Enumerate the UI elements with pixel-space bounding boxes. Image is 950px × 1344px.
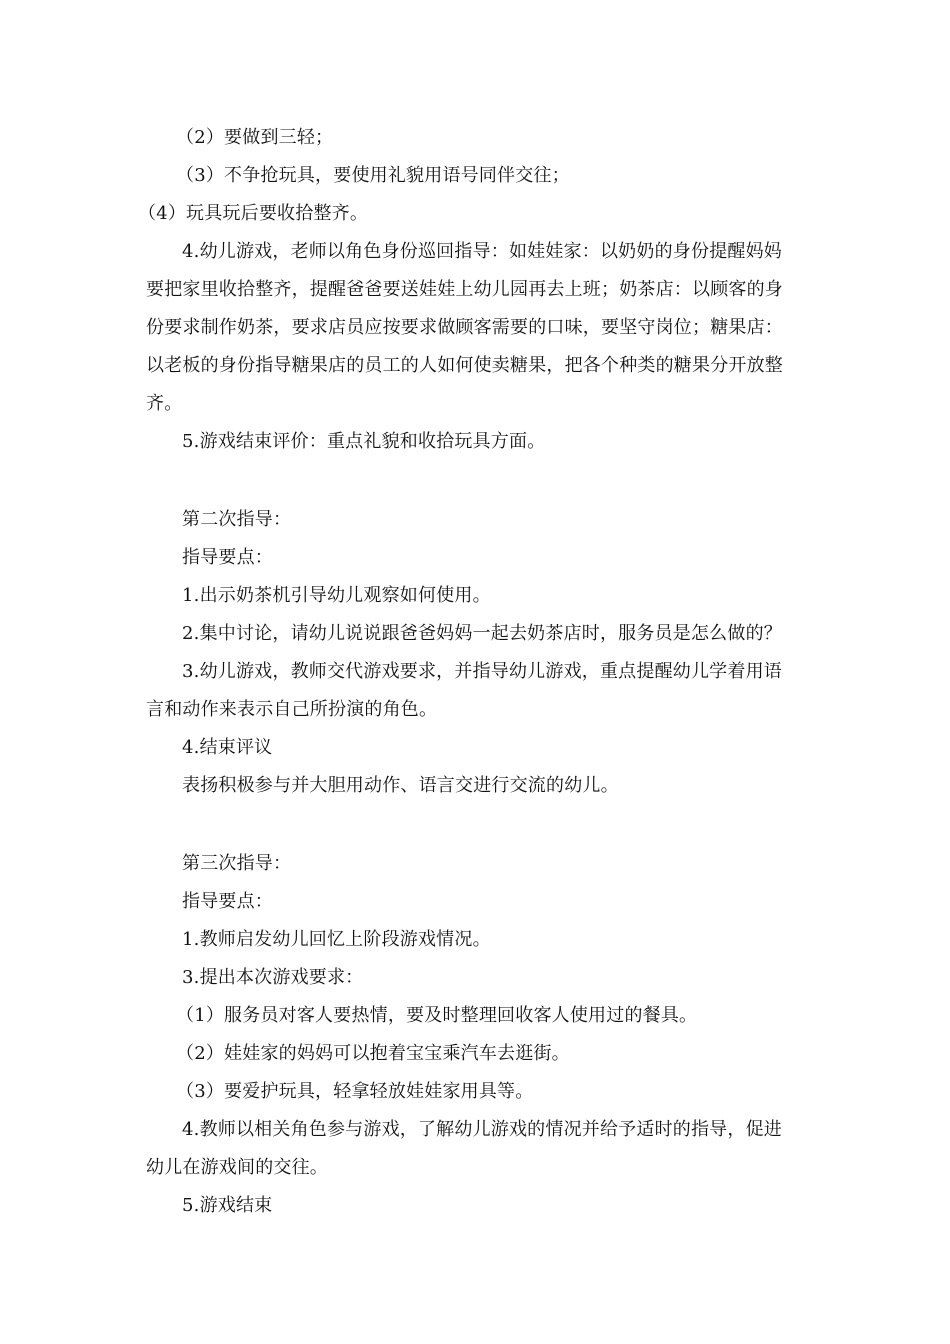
text-line: 2.集中讨论，请幼儿说说跟爸爸妈妈一起去奶茶店时，服务员是怎么做的？ — [182, 623, 782, 644]
text-line: 3.提出本次游戏要求： — [182, 967, 364, 988]
section-heading: 第三次指导： — [182, 853, 292, 874]
text-line: （2）要做到三轻； — [176, 127, 334, 148]
section-heading: 第二次指导： — [182, 509, 292, 530]
text-line: （2）娃娃家的妈妈可以抱着宝宝乘汽车去逛街。 — [176, 1043, 570, 1064]
text-line: 1.出示奶茶机引导幼儿观察如何使用。 — [182, 585, 491, 606]
text-line: 要把家里收拾整齐，提醒爸爸要送娃娃上幼儿园再去上班；奶茶店：以顾客的身 — [146, 279, 783, 300]
text-line: （3）要爱护玩具，轻拿轻放娃娃家用具等。 — [176, 1081, 534, 1102]
text-line: 5.游戏结束评价：重点礼貌和收拾玩具方面。 — [182, 431, 546, 452]
text-line: 份要求制作奶茶，要求店员应按要求做顾客需要的口味，要坚守岗位；糖果店： — [146, 317, 783, 338]
text-line: 4.教师以相关角色参与游戏，了解幼儿游戏的情况并给予适时的指导，促进 — [182, 1119, 782, 1140]
text-line: （3）不争抢玩具，要使用礼貌用语号同伴交往； — [176, 165, 570, 186]
text-line: （4）玩具玩后要收拾整齐。 — [138, 203, 369, 224]
text-line: 指导要点： — [182, 547, 273, 568]
text-line: 3.幼儿游戏，教师交代游戏要求，并指导幼儿游戏，重点提醒幼儿学着用语 — [182, 661, 782, 682]
text-line: 表扬积极参与并大胆用动作、语言交进行交流的幼儿。 — [182, 775, 619, 796]
text-line: （1）服务员对客人要热情，要及时整理回收客人使用过的餐具。 — [176, 1005, 698, 1026]
text-line: 言和动作来表示自己所扮演的角色。 — [146, 699, 438, 720]
text-line: 幼儿在游戏间的交往。 — [146, 1157, 328, 1178]
text-line: 1.教师启发幼儿回忆上阶段游戏情况。 — [182, 929, 491, 950]
text-line: 以老板的身份指导糖果店的员工的人如何使卖糖果，把各个种类的糖果分开放整 — [146, 355, 783, 376]
text-line: 4.结束评议 — [182, 737, 273, 758]
text-line: 4.幼儿游戏，老师以角色身份巡回指导：如娃娃家：以奶奶的身份提醒妈妈 — [182, 241, 782, 262]
text-line: 指导要点： — [182, 891, 273, 912]
text-line: 齐。 — [146, 393, 183, 414]
text-line: 5.游戏结束 — [182, 1195, 273, 1216]
